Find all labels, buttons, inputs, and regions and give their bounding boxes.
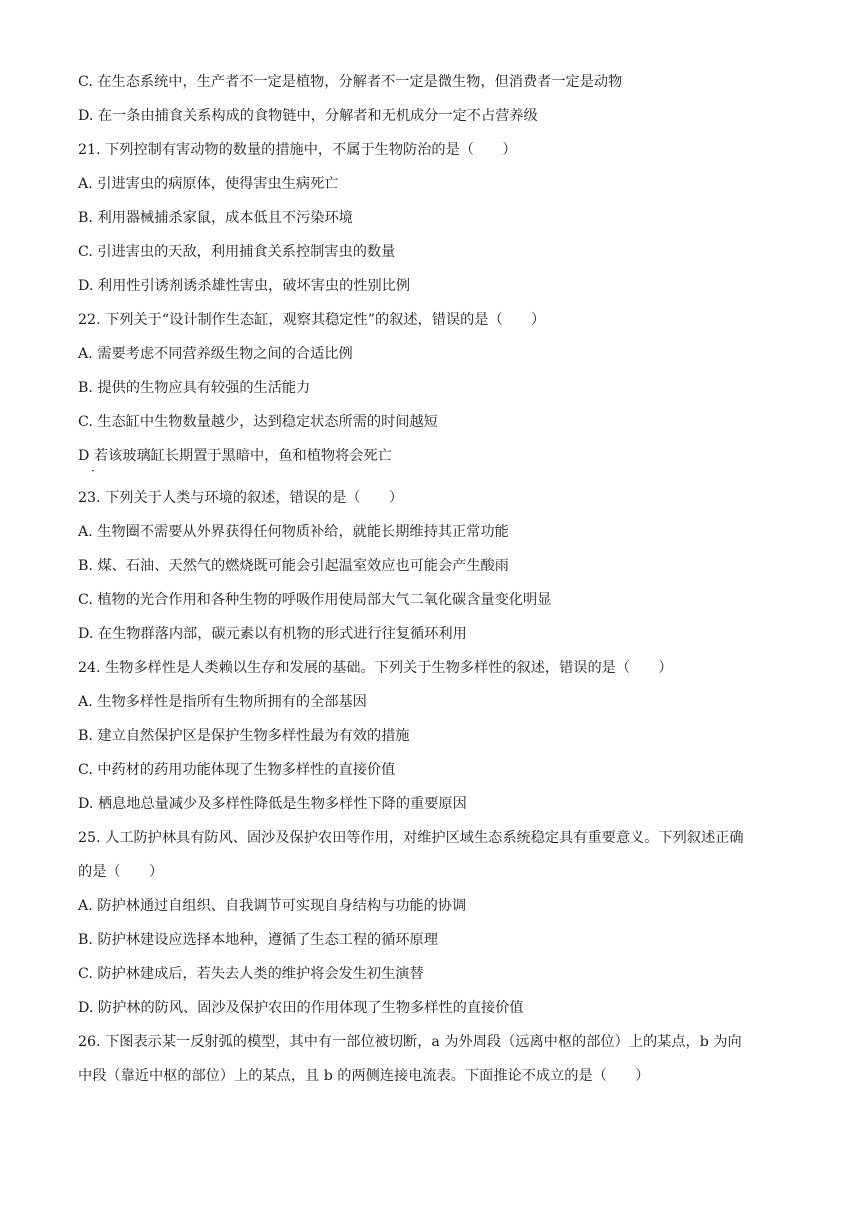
option-24c: C. 中药材的药用功能体现了生物多样性的直接价值 (78, 762, 396, 778)
question-26: 26. 下图表示某一反射弧的模型，其中有一部位被切断，a 为外周段（远离中枢的部位）上的某点，b 为向 (78, 1034, 742, 1050)
option-22d-dot: · (91, 464, 95, 478)
option-21d: D. 利用性引诱剂诱杀雄性害虫，破坏害虫的性别比例 (78, 278, 411, 294)
question-26-cont: 中段（靠近中枢的部位）上的某点，且 b 的两侧连接电流表。下面推论不成立的是（ ） (78, 1068, 650, 1084)
option-23c: C. 植物的光合作用和各种生物的呼吸作用使局部大气二氧化碳含量变化明显 (78, 592, 552, 608)
option-25a: A. 防护林通过自组织、自我调节可实现自身结构与功能的协调 (78, 898, 467, 914)
option-22a: A. 需要考虑不同营养级生物之间的合适比例 (78, 346, 353, 362)
option-24a: A. 生物多样性是指所有生物所拥有的全部基因 (78, 694, 367, 710)
option-22c: C. 生态缸中生物数量越少，达到稳定状态所需的时间越短 (78, 414, 438, 430)
option-25c: C. 防护林建成后，若失去人类的维护将会发生初生演替 (78, 966, 424, 982)
option-20c: C. 在生态系统中，生产者不一定是植物，分解者不一定是微生物，但消费者一定是动物 (78, 74, 623, 90)
question-22: 22. 下列关于“设计制作生态缸，观察其稳定性”的叙述，错误的是（ ） (78, 312, 546, 328)
option-21c: C. 引进害虫的天敌，利用捕食关系控制害虫的数量 (78, 244, 396, 260)
option-21b: B. 利用器械捕杀家鼠，成本低且不污染环境 (78, 210, 353, 226)
option-21a: A. 引进害虫的病原体，使得害虫生病死亡 (78, 176, 339, 192)
option-22d: D 若该玻璃缸长期置于黑暗中，鱼和植物将会死亡 (78, 448, 392, 464)
option-23b: B. 煤、石油、天然气的燃烧既可能会引起温室效应也可能会产生酸雨 (78, 558, 509, 574)
question-24: 24. 生物多样性是人类赖以生存和发展的基础。下列关于生物多样性的叙述，错误的是（ ） (78, 660, 673, 676)
question-21: 21. 下列控制有害动物的数量的措施中，不属于生物防治的是（ ） (78, 142, 517, 158)
question-25: 25. 人工防护林具有防风、固沙及保护农田等作用，对维护区域生态系统稳定具有重要意义。下列叙述正确 (78, 830, 744, 846)
question-23: 23. 下列关于人类与环境的叙述，错误的是（ ） (78, 490, 404, 506)
option-23a: A. 生物圈不需要从外界获得任何物质补给，就能长期维持其正常功能 (78, 524, 509, 540)
option-20d: D. 在一条由捕食关系构成的食物链中，分解者和无机成分一定不占营养级 (78, 108, 538, 124)
option-25b: B. 防护林建设应选择本地种，遵循了生态工程的循环原理 (78, 932, 438, 948)
question-25-cont: 的是（ ） (78, 864, 164, 880)
option-24d: D. 栖息地总量减少及多样性降低是生物多样性下降的重要原因 (78, 796, 467, 812)
option-23d: D. 在生物群落内部，碳元素以有机物的形式进行往复循环利用 (78, 626, 467, 642)
option-25d: D. 防护林的防风、固沙及保护农田的作用体现了生物多样性的直接价值 (78, 1000, 524, 1016)
option-24b: B. 建立自然保护区是保护生物多样性最为有效的措施 (78, 728, 410, 744)
option-22b: B. 提供的生物应具有较强的生活能力 (78, 380, 311, 396)
